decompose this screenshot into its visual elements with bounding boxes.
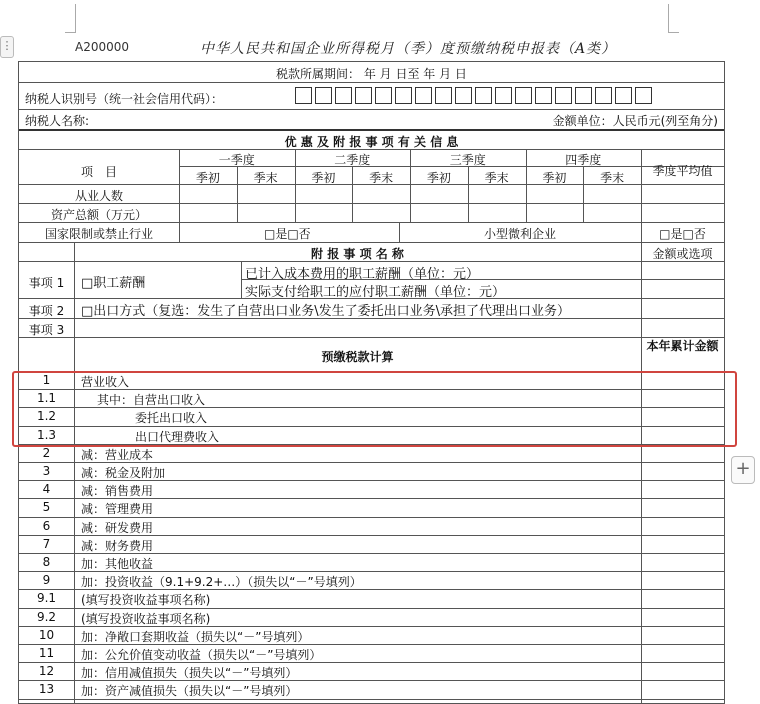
item1-name[interactable]: □职工薪酬 xyxy=(81,276,146,291)
id-digit-box[interactable] xyxy=(415,87,432,104)
small-yes-no[interactable]: □是□否 xyxy=(659,227,706,241)
id-digit-box[interactable] xyxy=(295,87,312,104)
form-title: 中华人民共和国企业所得税月（季）度预缴纳税申报表（A类） xyxy=(200,41,617,57)
id-digit-box[interactable] xyxy=(535,87,552,104)
quarter-start: 季初 xyxy=(311,171,336,185)
row-number: 11 xyxy=(38,646,55,660)
quarter-end: 季末 xyxy=(484,171,509,185)
row-number: 6 xyxy=(42,518,51,533)
row-number: 2 xyxy=(42,445,51,460)
id-digit-box[interactable] xyxy=(595,87,612,104)
ytd-amount-cell[interactable] xyxy=(642,644,724,662)
row-name: 其中：自营出口收入 xyxy=(97,393,206,408)
restricted-industry-label: 国家限制或禁止行业 xyxy=(44,227,153,241)
highlight-box xyxy=(12,371,737,447)
add-row-button[interactable]: + xyxy=(731,456,755,484)
amount-unit: 金额单位：人民币元(列至角分) xyxy=(552,114,718,128)
quarter-header: 二季度 xyxy=(334,153,371,167)
ytd-amount-cell[interactable] xyxy=(642,553,724,571)
row-name: (填写投资收益事项名称) xyxy=(81,593,211,608)
row-name: 减：管理费用 xyxy=(81,502,154,517)
item1-sub1: 已计入成本费用的职工薪酬（单位：元） xyxy=(245,267,480,282)
quarter-header: 一季度 xyxy=(218,153,255,167)
quarter-start: 季初 xyxy=(195,171,220,185)
row-name: 加：净敞口套期收益（损失以“－”号填列） xyxy=(81,629,310,644)
row-number: 1 xyxy=(42,373,51,387)
row-name: 加：其他收益 xyxy=(81,557,154,571)
row-number: 3 xyxy=(42,464,51,478)
id-digit-box[interactable] xyxy=(635,87,652,104)
id-digit-box[interactable] xyxy=(555,87,572,104)
row-name: 出口代理费收入 xyxy=(135,429,220,444)
id-digit-box[interactable] xyxy=(575,87,592,104)
ytd-amount-cell[interactable] xyxy=(642,571,724,589)
row-number: 7 xyxy=(42,536,51,551)
info-section-title: 优 惠 及 附 报 事 项 有 关 信 息 xyxy=(284,135,459,149)
ytd-amount-cell[interactable] xyxy=(642,498,724,516)
row-number: 9.2 xyxy=(36,609,57,624)
ytd-amount-cell[interactable] xyxy=(642,608,724,626)
ytd-amount-cell[interactable] xyxy=(642,589,724,607)
item1-sub2: 实际支付给职工的应付职工薪酬（单位：元） xyxy=(245,285,506,300)
quarter-start: 季初 xyxy=(426,171,451,185)
id-digit-box[interactable] xyxy=(355,87,372,104)
calc-title: 预缴税款计算 xyxy=(321,350,394,364)
id-digit-box[interactable] xyxy=(435,87,452,104)
row-number: 1.1 xyxy=(36,391,57,406)
ytd-amount-cell[interactable] xyxy=(642,662,724,680)
id-digit-box[interactable] xyxy=(495,87,512,104)
id-digit-box[interactable] xyxy=(615,87,632,104)
row-number: 4 xyxy=(42,482,51,497)
attached-title: 附 报 事 项 名 称 xyxy=(311,247,404,261)
amount-or-option-header: 金额或选项 xyxy=(652,247,713,261)
row-name: 减：营业成本 xyxy=(81,447,154,462)
item2-text[interactable]: □出口方式（复选：发生了自营出口业务\发生了委托出口业务\承担了代理出口业务） xyxy=(81,304,571,319)
row-number: 9 xyxy=(42,573,51,588)
restricted-yes-no[interactable]: □是□否 xyxy=(264,227,311,241)
crop-mark-left xyxy=(65,4,76,33)
taxpayer-id-boxes[interactable] xyxy=(295,87,655,104)
row-name: 减：财务费用 xyxy=(81,538,154,553)
id-digit-box[interactable] xyxy=(375,87,392,104)
ytd-amount-cell[interactable] xyxy=(642,462,724,480)
row-number: 8 xyxy=(42,555,51,569)
ytd-amount-cell[interactable] xyxy=(642,626,724,644)
taxpayer-name-label: 纳税人名称: xyxy=(25,114,90,128)
row-name: 加：公允价值变动收益（损失以“－”号填列） xyxy=(81,648,322,662)
id-digit-box[interactable] xyxy=(335,87,352,104)
row-number: 10 xyxy=(38,627,55,642)
ytd-header: 本年累计金额 xyxy=(646,339,719,353)
id-digit-box[interactable] xyxy=(475,87,492,104)
item1-label: 事项 1 xyxy=(28,276,65,290)
quarter-start: 季初 xyxy=(542,171,567,185)
quarter-end: 季末 xyxy=(253,171,278,185)
taxpayer-id-label: 纳税人识别号（统一社会信用代码）： xyxy=(25,92,224,106)
quarter-header: 四季度 xyxy=(565,153,602,167)
row-number: 13 xyxy=(38,682,55,697)
ytd-amount-cell[interactable] xyxy=(642,535,724,553)
item2-label: 事项 2 xyxy=(28,304,65,318)
row-number: 9.1 xyxy=(36,591,57,606)
row-name: 减：税金及附加 xyxy=(81,466,166,480)
row-name: 减：研发费用 xyxy=(81,520,154,535)
row-name: 委托出口收入 xyxy=(135,411,208,426)
quarter-end: 季末 xyxy=(600,171,625,185)
ytd-amount-cell[interactable] xyxy=(642,680,724,698)
form-code: A200000 xyxy=(75,40,130,54)
avg-header: 季度平均值 xyxy=(652,164,713,178)
row-number: 1.3 xyxy=(36,427,57,442)
id-digit-box[interactable] xyxy=(395,87,412,104)
item-header: 项 目 xyxy=(80,165,117,179)
row-number: 1.2 xyxy=(36,409,57,424)
row-number: 12 xyxy=(38,664,55,679)
ytd-amount-cell[interactable] xyxy=(642,480,724,498)
crop-mark-right xyxy=(668,4,679,33)
tax-period: 税款所属期间： 年 月 日至 年 月 日 xyxy=(276,67,467,81)
row-employees: 从业人数 xyxy=(74,189,123,203)
id-digit-box[interactable] xyxy=(315,87,332,104)
row-number: 5 xyxy=(42,500,51,515)
item3-label: 事项 3 xyxy=(28,323,65,337)
row-name: 加：信用减值损失（损失以“－”号填列） xyxy=(81,666,298,681)
id-digit-box[interactable] xyxy=(455,87,472,104)
ytd-amount-cell[interactable] xyxy=(642,517,724,535)
row-name: 加：投资收益（9.1+9.2+…）（损失以“－”号填列） xyxy=(81,575,362,590)
row-name: 减：销售费用 xyxy=(81,484,154,499)
quarter-header: 三季度 xyxy=(449,153,486,167)
id-digit-box[interactable] xyxy=(515,87,532,104)
quarter-end: 季末 xyxy=(369,171,394,185)
row-name: 营业收入 xyxy=(81,375,130,389)
row-assets: 资产总额（万元） xyxy=(50,208,147,222)
small-enterprise-label: 小型微利企业 xyxy=(483,227,556,241)
row-name: 加：资产减值损失（损失以“－”号填列） xyxy=(81,684,298,699)
row-name: (填写投资收益事项名称) xyxy=(81,611,211,626)
gutter-handle[interactable]: ⋮ xyxy=(0,36,14,58)
